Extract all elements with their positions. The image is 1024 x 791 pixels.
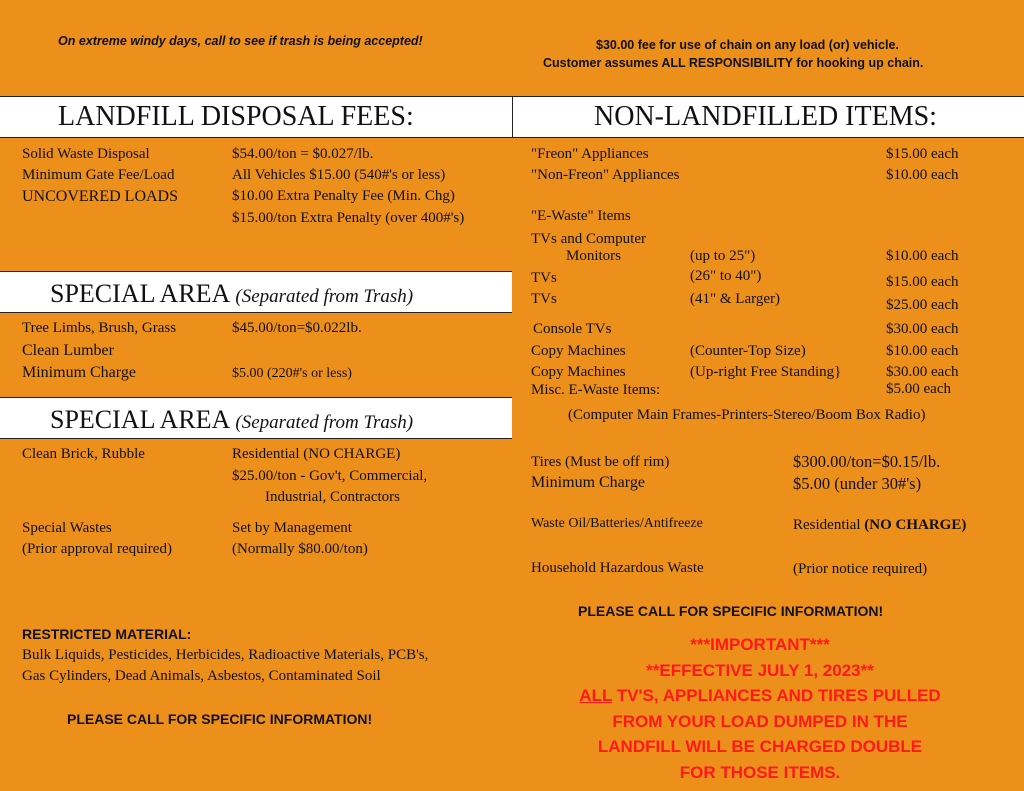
important-line-1: ***IMPORTANT*** <box>690 635 830 654</box>
copy-upright-size: (Up-right Free Standing} <box>690 364 842 380</box>
landfill-value-1: All Vehicles $15.00 (540#'s or less) <box>232 167 446 183</box>
special-area-2-title-text: SPECIAL AREA <box>50 405 229 434</box>
special-wastes-label: Special Wastes <box>22 520 112 536</box>
special1-value-2: $5.00 (220#'s or less) <box>232 366 352 381</box>
freon-label: "Freon" Appliances <box>531 146 649 162</box>
special-area-2-title <box>50 405 413 435</box>
misc-ewaste-label: Misc. E-Waste Items: <box>531 382 661 398</box>
nonlandfill-call: PLEASE CALL FOR SPECIFIC INFORMATION! <box>578 603 884 619</box>
tv-computer-size: (up to 25") <box>690 248 756 264</box>
special-area-1-subtitle: (Separated from Trash) <box>235 286 414 307</box>
nonfreon-price: $10.00 each <box>886 167 959 183</box>
restricted-title: RESTRICTED MATERIAL: <box>22 626 192 642</box>
tv-computer-label: TVs and Computer <box>531 231 646 247</box>
brick-value-2: $25.00/ton - Gov't, Commercial, <box>232 468 428 484</box>
important-line-3 <box>520 683 1000 709</box>
restricted-line-2: Gas Cylinders, Dead Animals, Asbestos, Contaminated Soil <box>22 668 381 684</box>
monitors-label: Monitors <box>566 248 622 264</box>
tvs-large-size: (41" & Larger) <box>690 291 780 307</box>
chain-responsibility-notice: Customer assumes ALL RESPONSIBILITY for hooking up chain. <box>543 56 924 70</box>
landfill-value-2: $10.00 Extra Penalty Fee (Min. Chg) <box>232 188 455 204</box>
special-wastes-note: (Prior approval required) <box>22 541 172 557</box>
important-line-3-rest: TV'S, APPLIANCES AND TIRES PULLED <box>612 686 941 705</box>
waste-oil-label: Waste Oil/Batteries/Antifreeze <box>531 516 703 531</box>
tvs-mid-size: (26" to 40") <box>690 268 762 284</box>
misc-ewaste-detail: (Computer Main Frames-Printers-Stereo/Boom Box Radio) <box>568 407 926 423</box>
chain-fee-notice: $30.00 fee for use of chain on any load (or) vehicle. <box>596 38 899 52</box>
special1-label-0: Tree Limbs, Brush, Grass <box>22 320 177 336</box>
waste-oil-price <box>793 517 966 534</box>
special1-value-0: $45.00/ton=$0.022lb. <box>232 320 362 336</box>
tvs-mid-price: $15.00 each <box>886 274 959 290</box>
brick-value-3: Industrial, Contractors <box>265 489 400 505</box>
special-wastes-normal: (Normally $80.00/ton) <box>232 541 368 557</box>
restricted-call: PLEASE CALL FOR SPECIFIC INFORMATION! <box>67 711 373 727</box>
copy-counter-price: $10.00 each <box>886 343 959 359</box>
hhw-label: Household Hazardous Waste <box>531 560 704 576</box>
landfill-label-2: UNCOVERED LOADS <box>22 188 178 205</box>
tires-min-price: $5.00 (under 30#'s) <box>793 474 922 493</box>
freon-price: $15.00 each <box>886 146 959 162</box>
restricted-line-1: Bulk Liquids, Pesticides, Herbicides, Radioactive Materials, PCB's, <box>22 647 429 663</box>
copy-upright-label: Copy Machines <box>531 364 626 380</box>
important-notice <box>520 632 1000 785</box>
important-line-6: FOR THOSE ITEMS. <box>679 762 841 782</box>
special-wastes-value: Set by Management <box>232 520 352 536</box>
special-area-1-title <box>50 279 413 309</box>
tvs-large-label: TVs <box>531 291 557 307</box>
console-tvs-label: Console TVs <box>533 321 612 337</box>
copy-counter-label: Copy Machines <box>531 343 626 359</box>
windy-notice: On extreme windy days, call to see if trash is being accepted! <box>58 34 423 48</box>
landfill-value-3: $15.00/ton Extra Penalty (over 400#'s) <box>232 210 465 226</box>
tvs-large-price: $25.00 each <box>886 297 959 313</box>
special-area-1-title-text: SPECIAL AREA <box>50 279 229 308</box>
landfill-value-0: $54.00/ton = $0.027/lb. <box>232 146 374 162</box>
important-all: ALL <box>579 686 613 705</box>
tires-min-label: Minimum Charge <box>531 474 645 491</box>
header-divider <box>512 96 513 138</box>
brick-value-1: Residential (NO CHARGE) <box>232 446 401 462</box>
waste-oil-residential: Residential <box>793 517 861 533</box>
landfill-label-0: Solid Waste Disposal <box>22 146 150 162</box>
brick-label: Clean Brick, Rubble <box>22 446 145 462</box>
misc-ewaste-price: $5.00 each <box>886 381 951 397</box>
tires-label: Tires (Must be off rim) <box>531 454 670 470</box>
copy-counter-size: (Counter-Top Size) <box>690 343 806 359</box>
special1-label-1: Clean Lumber <box>22 342 114 359</box>
important-line-4: FROM YOUR LOAD DUMPED IN THE <box>612 711 908 731</box>
special1-label-2: Minimum Charge <box>22 364 136 381</box>
important-line-2: **EFFECTIVE JULY 1, 2023** <box>646 660 874 680</box>
waste-oil-no-charge: (NO CHARGE) <box>864 517 967 533</box>
tires-price: $300.00/ton=$0.15/lb. <box>793 452 941 471</box>
hhw-note: (Prior notice required) <box>793 561 928 577</box>
console-tvs-price: $30.00 each <box>886 321 959 337</box>
special-area-2-subtitle: (Separated from Trash) <box>235 412 414 433</box>
important-line-5: LANDFILL WILL BE CHARGED DOUBLE <box>597 737 923 756</box>
landfill-fees-title: LANDFILL DISPOSAL FEES: <box>58 101 414 132</box>
landfill-label-1: Minimum Gate Fee/Load <box>22 167 175 183</box>
ewaste-heading: "E-Waste" Items <box>531 208 631 224</box>
non-landfilled-title: NON-LANDFILLED ITEMS: <box>594 101 937 132</box>
tvs-mid-label: TVs <box>531 270 557 286</box>
tv-computer-price: $10.00 each <box>886 248 959 264</box>
nonfreon-label: "Non-Freon" Appliances <box>531 167 680 183</box>
copy-upright-price: $30.00 each <box>886 364 959 380</box>
